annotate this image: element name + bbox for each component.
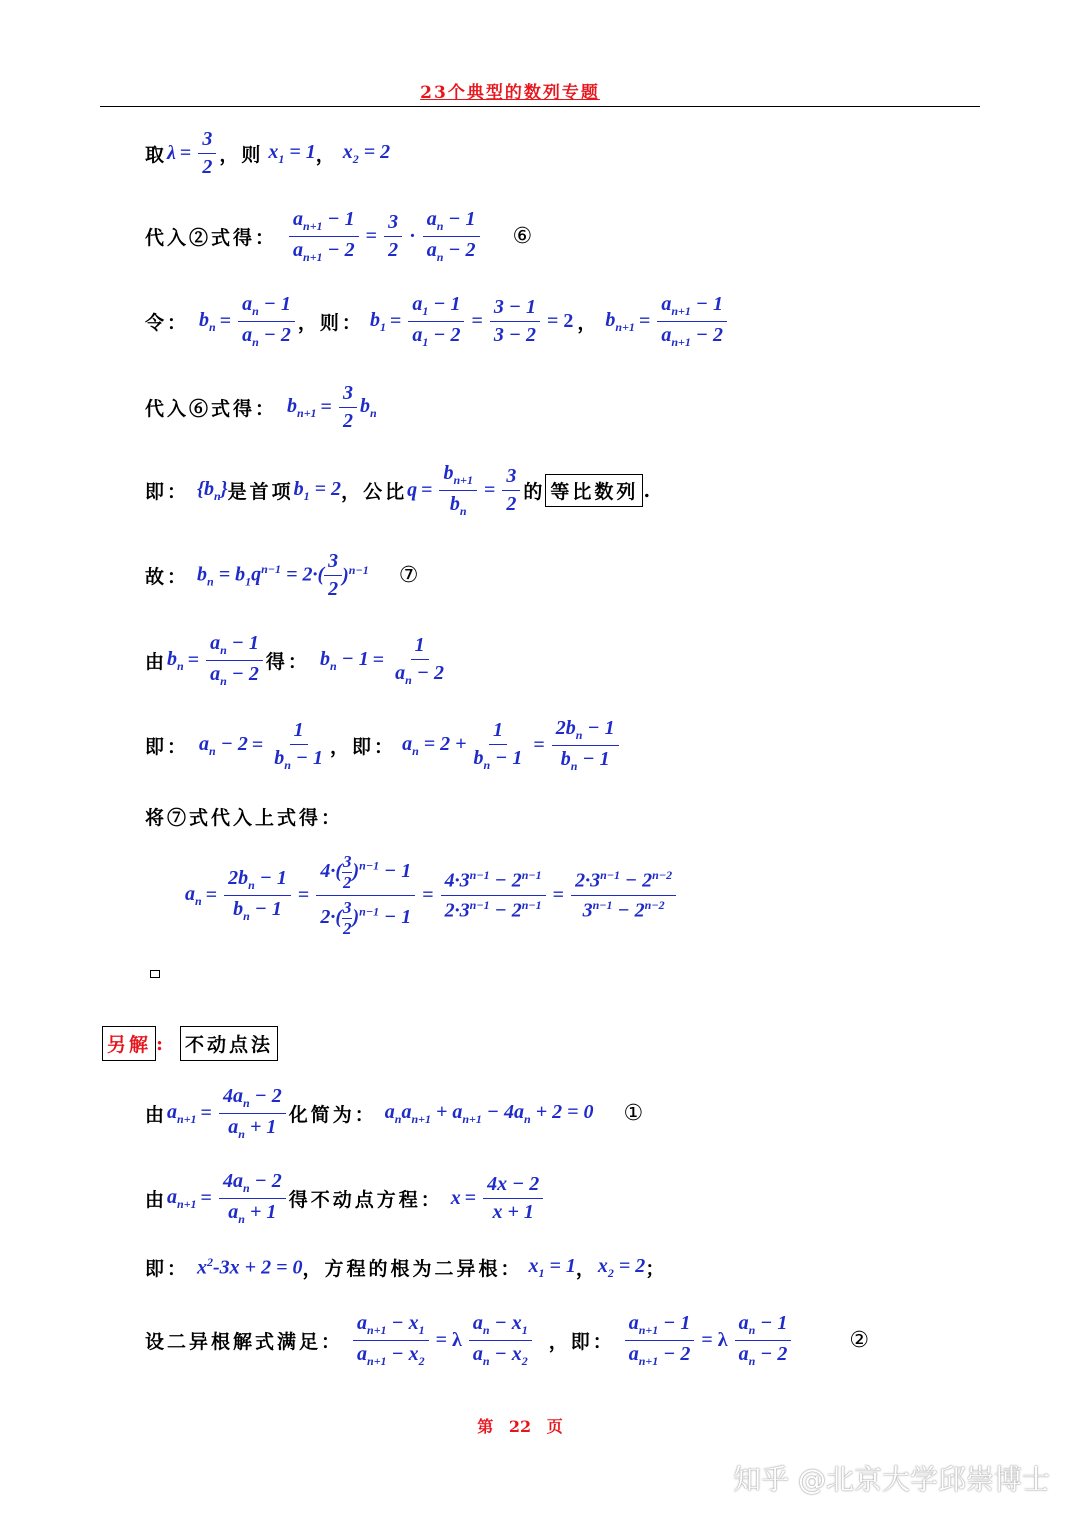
- text: 即：: [145, 481, 190, 503]
- fraction: $\frac{2b_n - 1}{b_n - 1}$: [552, 717, 619, 774]
- fraction: $\frac{3}{2}$: [384, 211, 402, 262]
- text: 得：: [265, 651, 310, 673]
- fraction: $\frac{a_n - 1}{a_n - 2}$: [206, 632, 263, 689]
- math: $x_1 = 1$: [263, 140, 316, 166]
- math: $a_na_{n+1} + a_{n+1} - 4a_n + 2 = 0$: [384, 1100, 594, 1126]
- fraction: $\frac{a_n - 1}{a_n - 2}$: [735, 1312, 792, 1369]
- text: 由: [145, 1104, 168, 1126]
- note-text: [150, 970, 160, 978]
- text: 是首项: [227, 481, 294, 503]
- text: 故：: [145, 566, 190, 588]
- math: $a_{n+1}$: [167, 1185, 197, 1211]
- math: $x^2-3x + 2 = 0$: [197, 1255, 303, 1279]
- equation-tag: ⑦: [398, 563, 419, 588]
- text: .: [643, 479, 654, 502]
- text: ，则: [219, 144, 264, 166]
- fraction: $\frac{a_{n+1} - x_1}{a_{n+1} - x_2}$: [353, 1312, 429, 1369]
- text: 令：: [145, 312, 190, 334]
- line-10: 由 $a_{n+1}$ = $\frac{4a_n - 2}{a_n + 1}$ 化简为： $a_na_{n+1} + a_{n+1} - 4a_n + 2 = 0$ ①: [145, 1085, 644, 1141]
- math: $b_1$: [369, 308, 386, 334]
- text: ，即：: [548, 1331, 615, 1353]
- fraction: $\frac{3}{2}$: [198, 128, 216, 179]
- fraction: $\frac{1}{a_n - 2}$: [395, 633, 444, 687]
- math: $b_{n+1}$: [605, 308, 635, 334]
- fraction: 4·( $\frac{3}{2}$ )$^{n-1}$ − 1 2·( $\frac{3}{2}$ )$^{n-1}$ − 1: [316, 852, 415, 939]
- text: 即：: [145, 1258, 190, 1280]
- text: 取: [145, 144, 168, 166]
- page-footer: [0, 1414, 1080, 1437]
- text: ，公比: [341, 481, 408, 503]
- fraction: $\frac{3}{2}$: [502, 465, 520, 516]
- equation-tag: ⑥: [512, 224, 533, 249]
- equation-tag: ②: [849, 1328, 870, 1353]
- fraction: $\frac{a_n - 1}{a_n - 2}$: [423, 208, 480, 265]
- math: $b_n$: [359, 394, 377, 420]
- header-rule: [100, 106, 980, 107]
- line-2: 代入②式得： $\frac{a_{n+1} - 1}{a_{n+1} - 2}$ = $\frac{3}{2}$ · $\frac{a_n - 1}{a_n - 2}$ ⑥: [145, 208, 533, 264]
- math: $a_{n+1}$: [167, 1100, 197, 1126]
- method-label: 不动点法: [180, 1026, 278, 1061]
- watermark: 知乎 @北京大学邱崇博士: [733, 1463, 1050, 1496]
- line-3: 令： $b_n$ = $\frac{a_n - 1}{a_n - 2}$ ，则： $b_1$ = $\frac{a_1 - 1}{a_1 - 2}$ = $\frac{3 - 1}{3 - 2}$ = 2 ， $b_{n+1}$ = $\frac{a_{n+1} - 1}{a_{n+1} - 2}$: [145, 293, 730, 350]
- line-8: 即： $a_n - 2$ = $\frac{1}{b_n - 1}$ ，即： $a_n = 2$ + $\frac{1}{b_n - 1}$ = $\frac{2b_n - 1}{b_n - 1}$: [145, 717, 622, 774]
- fraction: $\frac{3}{2}$: [339, 382, 357, 433]
- text: 设二异根解式满足：: [145, 1331, 344, 1353]
- page-header: [0, 78, 1080, 103]
- fraction: $\frac{a_{n+1} - 1}{a_{n+1} - 2}$: [289, 208, 359, 265]
- line-12: [145, 1254, 667, 1281]
- text: 即：: [145, 736, 190, 758]
- line-5: 即： $\{b_n\}$ 是首项 $b_1 = 2$ ，公比 q = $\frac{b_{n+1}}{b_n}$ = $\frac{3}{2}$ 的 等比数列 .: [145, 462, 654, 518]
- math: $x_1 = 1$: [528, 1254, 576, 1280]
- fraction: $\frac{4x - 2}{x + 1}$: [483, 1173, 543, 1224]
- line-4: 代入⑥式得： $b_{n+1}$ = $\frac{3}{2}$ $b_n$: [145, 382, 377, 432]
- text: ，: [575, 1258, 598, 1280]
- line-7: 由 $b_n$ = $\frac{a_n - 1}{a_n - 2}$ 得： $b_n - 1$ = $\frac{1}{a_n - 2}$: [145, 632, 451, 689]
- header-title: 23个典型的数列专题: [420, 83, 600, 103]
- equation-tag: ①: [623, 1101, 644, 1126]
- math: $b_n$: [167, 647, 184, 673]
- big-equation: $a_n$ = $\frac{2b_n - 1}{b_n - 1}$ = 4·( $\frac{3}{2}$ )$^{n-1}$ − 1 2·( $\frac{3}{2}$ )$^{n-1}$ − 1 = $\frac{4\cdot 3^{n-1} - 2^{n-1}}{2\cdot 3^{n-1} - 2^{n-1}}$ = $\frac{2\cdot 3^{n-1} - 2^{n-2}}{3^{n-1} - 2^{n-2}}$: [185, 852, 679, 939]
- text: 将⑦式代入上式得：: [145, 807, 344, 829]
- fraction: $\frac{1}{b_n - 1}$: [473, 718, 523, 772]
- text: 代入⑥式得：: [145, 398, 278, 420]
- line-6: [145, 550, 418, 601]
- text: ，即：: [330, 736, 397, 758]
- math: λ: [167, 142, 176, 164]
- line-9: [145, 803, 343, 830]
- math: $a_n = 2$ +: [402, 732, 467, 758]
- alt-solution: [102, 1026, 278, 1061]
- line-11: 由 $a_{n+1}$ = $\frac{4a_n - 2}{a_n + 1}$ 得不动点方程： x = $\frac{4x - 2}{x + 1}$: [145, 1170, 546, 1227]
- text: 代入②式得：: [145, 227, 278, 249]
- page-number: 第 22 页: [477, 1417, 563, 1436]
- text: ；: [645, 1258, 668, 1280]
- fraction: $\frac{4a_n - 2}{a_n + 1}$: [219, 1170, 286, 1227]
- text: ，: [315, 144, 338, 166]
- fraction: $\frac{a_n - 1}{a_n - 2}$: [238, 293, 295, 350]
- fraction: $\frac{a_n - x_1}{a_n - x_2}$: [469, 1312, 532, 1369]
- text: ，则：: [297, 312, 364, 334]
- line-1: 取 λ = $\frac{3}{2}$ ，则 $x_1 = 1$ ， $x_2 = 2$: [145, 128, 391, 178]
- boxed-term: 等比数列: [545, 474, 643, 507]
- fraction: $\frac{3}{2}$: [324, 550, 342, 601]
- text: 化简为：: [288, 1104, 377, 1126]
- text: ，: [577, 312, 600, 334]
- note-box: [150, 970, 160, 978]
- math: x: [450, 1187, 461, 1209]
- fraction: $\frac{a_{n+1} - 1}{a_{n+1} - 2}$: [657, 293, 727, 350]
- math: $x_2 = 2$: [597, 1254, 646, 1280]
- fraction: $\frac{2\cdot 3^{n-1} - 2^{n-2}}{3^{n-1} - 2^{n-2}}$: [571, 868, 676, 922]
- math: )$^{n-1}$: [342, 563, 369, 587]
- math: $b_n = b_1q^{n-1} = 2\cdot$(: [197, 561, 325, 589]
- text: 的: [523, 481, 546, 503]
- text: :: [156, 1032, 167, 1055]
- text: ，方程的根为二异根：: [302, 1258, 523, 1280]
- math: $\{b_n\}$: [197, 477, 228, 503]
- text: 由: [145, 651, 168, 673]
- alt-label: 另解: [102, 1026, 156, 1061]
- text: 由: [145, 1189, 168, 1211]
- fraction: $\frac{a_{n+1} - 1}{a_{n+1} - 2}$: [625, 1312, 695, 1369]
- fraction: $\frac{2b_n - 1}{b_n - 1}$: [224, 867, 291, 924]
- math: $b_{n+1}$: [287, 394, 317, 420]
- math: $b_n - 1$: [319, 647, 369, 673]
- math: $b_1 = 2$: [293, 477, 342, 503]
- fraction: $\frac{1}{b_n - 1}$: [274, 718, 324, 772]
- fraction: $\frac{a_1 - 1}{a_1 - 2}$: [408, 293, 464, 350]
- math: q: [407, 479, 418, 501]
- fraction: $\frac{b_{n+1}}{b_n}$: [439, 462, 477, 519]
- math: $a_n - 2$: [199, 732, 248, 758]
- math: $b_n$: [199, 308, 216, 334]
- text: 得不动点方程：: [288, 1189, 443, 1211]
- fraction: $\frac{4a_n - 2}{a_n + 1}$: [219, 1085, 286, 1142]
- line-13: 设二异根解式满足： $\frac{a_{n+1} - x_1}{a_{n+1} - x_2}$ = λ $\frac{a_n - x_1}{a_n - x_2}$ ，即： $\frac{a_{n+1} - 1}{a_{n+1} - 2}$ = λ $\frac{a_n - 1}{a_n - 2}$ ②: [145, 1312, 870, 1368]
- fraction: $\frac{4\cdot 3^{n-1} - 2^{n-1}}{2\cdot 3^{n-1} - 2^{n-1}}$: [441, 868, 546, 922]
- math: $x_2 = 2$: [337, 140, 391, 166]
- math: $a_n$: [185, 882, 202, 908]
- fraction: $\frac{3 - 1}{3 - 2}$: [490, 296, 540, 347]
